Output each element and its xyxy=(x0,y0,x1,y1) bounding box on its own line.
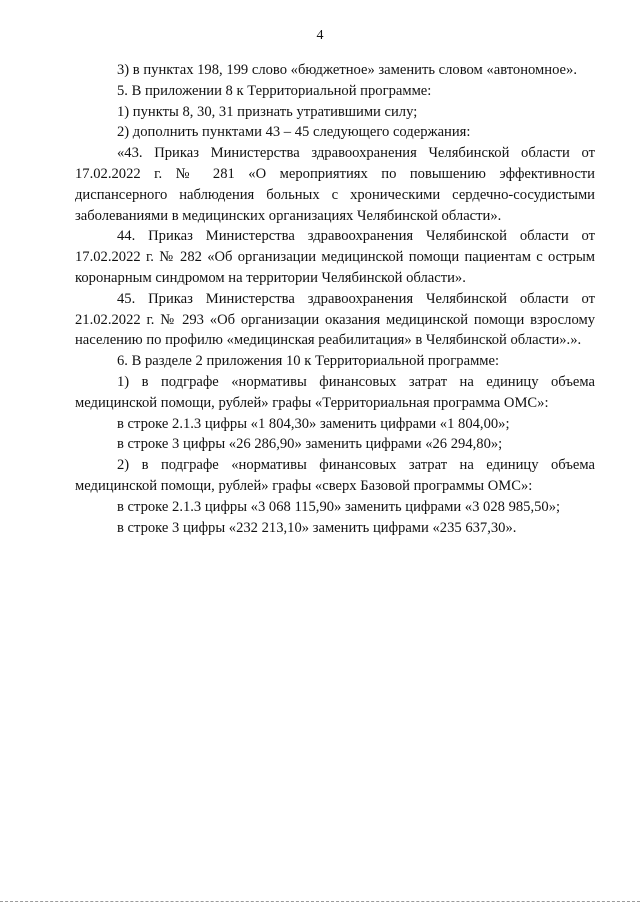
paragraph-item-3: 3) в пунктах 198, 199 слово «бюджетное» заменить словом «автономное». xyxy=(117,62,577,78)
scan-edge-line xyxy=(0,901,640,903)
document-body xyxy=(75,60,595,538)
paragraph-item-2: 2) дополнить пунктами 43 – 45 следующего содержания: xyxy=(117,124,471,141)
paragraph-subitem-2: 2) в подграфе «нормативы финансовых затрат на единицу объема медицинской помощи, рублей» графы «сверх Базовой программы ОМС»: xyxy=(75,457,595,494)
paragraph-clause-43: «43. Приказ Министерства здравоохранения Челябинской области от 17.02.2022 г. № 281 «О мероприятиях по повышению эффективности диспансерного наблюдения больных с хроническими сердечно-сосудистыми заболеваниями в медицинских организациях Челябинской области». xyxy=(75,145,595,224)
paragraph-row-3-a: в строке 3 цифры «26 286,90» заменить цифрами «26 294,80»; xyxy=(117,436,503,453)
paragraph-section-5: 5. В приложении 8 к Территориальной программе: xyxy=(117,82,432,99)
paragraph-subitem-1: 1) в подграфе «нормативы финансовых затрат на единицу объема медицинской помощи, рублей» графы «Территориальная программа ОМС»: xyxy=(75,373,595,411)
paragraph-clause-44: 44. Приказ Министерства здравоохранения Челябинской области от 17.02.2022 г. № 282 «Об организации медицинской помощи пациентам с острым коронарным синдромом на территории Челябинской области». xyxy=(75,228,595,286)
paragraph-row-2-1-3-b: в строке 2.1.3 цифры «3 068 115,90» заменить цифрами «3 028 985,50»; xyxy=(117,498,561,515)
paragraph-section-6: 6. В разделе 2 приложения 10 к Территориальной программе: xyxy=(117,353,500,370)
paragraph-row-2-1-3-a: в строке 2.1.3 цифры «1 804,30» заменить цифрами «1 804,00»; xyxy=(117,415,510,432)
page-number: 4 xyxy=(316,28,324,43)
paragraph-clause-45: 45. Приказ Министерства здравоохранения Челябинской области от 21.02.2022 г. № 293 «Об организации оказания медицинской помощи взрослому населению по профилю «медицинская реабилитация» в Челябинской области».». xyxy=(75,290,595,349)
paragraph-row-3-b: в строке 3 цифры «232 213,10» заменить цифрами «235 637,30». xyxy=(117,519,517,536)
paragraph-item-1: 1) пункты 8, 30, 31 признать утратившими силу; xyxy=(117,103,418,120)
